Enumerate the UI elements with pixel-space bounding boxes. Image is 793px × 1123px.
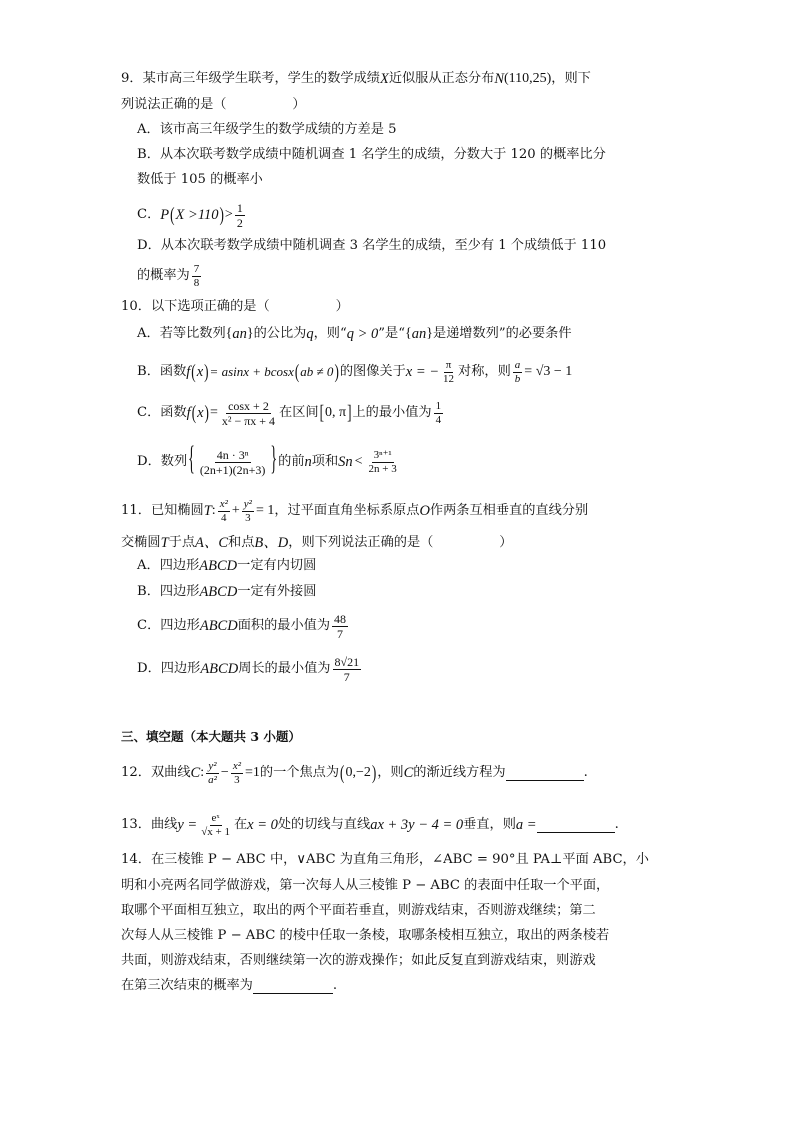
brace-open: { (225, 326, 233, 341)
q14-text: 共面，则游戏结束，否则继续第一次的游戏操作；如此反复直到游戏结束，则游戏 (121, 953, 596, 968)
numerator: x² (219, 497, 228, 510)
math-var: X (379, 71, 389, 87)
q9-option-c (137, 200, 247, 230)
numerator: 1 (236, 200, 243, 215)
denominator: 8 (193, 276, 200, 289)
numerator: 8√21 (334, 654, 360, 669)
denominator: 3 (245, 511, 251, 524)
math-expr: = asinx + bcosx (209, 364, 294, 379)
math-var: f (186, 405, 191, 421)
q13-text: 处的切线与直线 (277, 817, 371, 832)
fraction (434, 401, 444, 426)
math-expr: x = − (405, 364, 440, 380)
option-text: 项和 (311, 454, 339, 469)
fraction (367, 450, 399, 475)
numerator: a (514, 358, 521, 371)
paren-close: ) (204, 360, 209, 383)
q11-text: ，过平面直角坐标系原点 (274, 503, 420, 518)
fraction (333, 656, 362, 683)
math-op: − (220, 765, 229, 780)
option-text: A．该市高三年级学生的数学成绩的方差是 5 (137, 122, 397, 137)
q10-option-d: D．数列 { $\frac{\text{4n · 3ⁿ}}{(2n+1)(2n+3)}$ } 的前 n 项和 S n < $\frac{\text{3ⁿ⁺¹}}{2n + 3}$ (137, 445, 401, 479)
math-var: O (419, 503, 430, 519)
q12-text: 的一个焦点为 (259, 765, 340, 780)
math-expr: q > 0 (346, 326, 379, 342)
option-text: 的公比为 (253, 326, 307, 341)
option-text: D．四边形 (137, 661, 201, 676)
math-expr: 0, π (325, 405, 347, 420)
math-var: a (411, 326, 419, 342)
math-expr: x = 0 (247, 817, 278, 833)
fraction (242, 499, 254, 524)
numerator: eˣ (211, 811, 220, 824)
q14-line6 (121, 976, 337, 996)
q11-text: 11．已知椭圆 (121, 503, 204, 518)
q11-option-a (137, 556, 316, 576)
paren-open: ( (170, 203, 175, 226)
denominator: 7 (343, 669, 350, 684)
q10-option-b (137, 357, 572, 387)
numerator: y² (243, 497, 252, 510)
math-var: q (306, 326, 314, 342)
math-expr: = 1 (255, 503, 275, 518)
numerator: 4n · 3ⁿ (216, 447, 249, 462)
math-var: P (160, 207, 170, 223)
math-op: = (209, 405, 218, 420)
fraction (513, 360, 523, 385)
denominator: 3 (234, 773, 240, 786)
q10-option-c (137, 398, 445, 428)
math-var: T (160, 535, 169, 551)
math-expr: ax + 3y − 4 = 0 (370, 817, 464, 833)
math-var: n (304, 454, 312, 470)
q14-text: 在第三次结束的概率为 (121, 978, 253, 993)
math-var: a (232, 326, 240, 342)
option-text: B．四边形 (137, 584, 200, 599)
q11-text: 于点 (168, 535, 196, 550)
fraction (231, 761, 243, 786)
fraction (332, 613, 348, 640)
q10-text: 10．以下选项正确的是（ ） (121, 299, 349, 314)
denominator: 4 (221, 511, 227, 524)
math-var: x (196, 364, 204, 380)
option-text: C．四边形 (137, 618, 200, 633)
math-expr: = √3 − 1 (524, 364, 573, 379)
option-text: 面积的最小值为 (237, 618, 331, 633)
q11-line1 (121, 496, 588, 526)
q13-text: 垂直，则 (463, 817, 516, 832)
q11-text: 和点 (228, 535, 255, 550)
math-op: : (200, 765, 205, 780)
paren-close: ) (371, 761, 377, 784)
math-var: S (338, 454, 346, 470)
q12-text: . (583, 765, 588, 780)
q14-text: . (332, 978, 338, 993)
math-var: ABCD (199, 584, 238, 600)
math-expr: a = (515, 817, 537, 833)
option-text: C．函数 (137, 405, 187, 420)
paren-close: ) (204, 401, 209, 424)
option-text: D．从本次联考数学成绩中随机调查 3 名学生的成绩，至少有 1 个成绩低于 110 (137, 238, 607, 253)
math-var: C (403, 765, 414, 781)
brace-open: { (188, 442, 195, 479)
q11-text: 交椭圆 (121, 535, 161, 550)
fraction (199, 813, 232, 838)
q9-stem-end: 列说法正确的是（ ） (121, 97, 306, 112)
denominator: 2n + 3 (368, 462, 397, 475)
q9-text: ，则下 (551, 71, 591, 86)
math-expr: =1 (245, 765, 260, 780)
q12 (121, 758, 588, 788)
q9-option-b-line1 (137, 145, 606, 165)
q9-line1 (121, 69, 591, 89)
numerator: cosx + 2 (228, 398, 269, 413)
q11-option-d (137, 653, 363, 685)
q12-text: 的渐近线方程为 (413, 765, 506, 780)
fraction (192, 264, 202, 289)
q11-text: ，则下列说法正确的是（ ） (288, 535, 513, 550)
option-text: B．从本次联考数学成绩中随机调查 1 名学生的成绩，分数大于 120 的概率比分 (137, 147, 606, 162)
q14-text: 明和小亮两名同学做游戏，第一次每人从三棱锥 P − ABC 的表面中任取一个平面， (121, 878, 610, 893)
math-expr: X >110 (175, 207, 219, 223)
numerator: 7 (193, 262, 200, 275)
q14-line4 (121, 926, 609, 946)
q9-option-d-line2 (137, 262, 203, 290)
option-text: 的图像关于 (339, 364, 406, 379)
denominator: 4 (435, 413, 442, 426)
option-text: 是递增数列”的必要条件 (432, 326, 572, 341)
math-var: f (186, 364, 191, 380)
denominator: x² − πx + 4 (221, 413, 276, 428)
option-text: 数低于 105 的概率小 (137, 172, 263, 187)
option-label: C． (137, 207, 161, 222)
math-var: ABCD (199, 618, 238, 634)
q14-line2 (121, 876, 609, 896)
bracket-close: ] (347, 401, 352, 424)
option-text: 上的最小值为 (352, 405, 432, 420)
q10-option-a: A．若等比数列 { a n } 的公比为 q ，则“ q > 0 ”是“ { a n } 是递增数列”的必要条件 (137, 326, 572, 342)
denominator: 12 (443, 372, 455, 385)
math-var: C (190, 765, 201, 781)
q14-text: 次每人从三棱锥 P − ABC 的棱中任取一条棱，取哪条棱相互独立，取出的两条棱若 (121, 928, 610, 943)
option-text: 周长的最小值为 (238, 661, 331, 676)
q11-line2 (121, 533, 512, 553)
brace-close: } (426, 326, 433, 341)
q9-text: 近似服从正态分布 (388, 71, 495, 86)
option-text: A．若等比数列 (137, 326, 226, 341)
brace-close: } (270, 442, 278, 479)
q13-text: 13．曲线 (121, 817, 178, 832)
math-op: + (231, 503, 240, 518)
answer-blank[interactable] (253, 979, 333, 994)
option-text: 的前 (278, 454, 305, 469)
option-text: 一定有内切圆 (237, 558, 317, 573)
option-text: A．四边形 (137, 558, 200, 573)
option-text: B．函数 (137, 364, 187, 379)
math-var: x (197, 405, 204, 421)
q14-text: 14．在三棱锥 P − ABC 中，∨ABC 为直角三角形，∠ABC = 90°且 PA⊥平面 ABC，小 (121, 852, 649, 867)
paren-close: ) (219, 203, 224, 226)
section-title: 三、填空题（本大题共 3 小题） (121, 729, 301, 744)
math-expr: y = (177, 817, 198, 833)
math-var: ABCD (199, 558, 238, 574)
answer-blank[interactable] (537, 818, 615, 833)
math-var: A、C (195, 535, 229, 551)
numerator: 3ⁿ⁺¹ (373, 448, 392, 461)
q12-text: ，则 (377, 765, 404, 780)
answer-blank[interactable] (506, 766, 584, 781)
paren-open: ( (294, 360, 300, 383)
paren-open: ( (340, 761, 345, 784)
bracket-open: [ (319, 401, 325, 424)
q14-text: 取哪个平面相互独立，取出的两个平面若垂直，则游戏结束，否则游戏继续；第二 (121, 903, 596, 918)
q13 (121, 808, 619, 842)
math-op: : (211, 503, 216, 518)
option-text: ”是“ (378, 326, 405, 341)
fraction (220, 400, 277, 427)
q13-text: 在 (233, 817, 248, 832)
numerator: 48 (334, 611, 347, 626)
denominator: a² (208, 773, 217, 786)
fraction (441, 360, 456, 385)
fraction (218, 499, 230, 524)
q9-text: 9．某市高三年级学生联考，学生的数学成绩 (121, 71, 380, 86)
q14-line3 (121, 901, 596, 921)
math-var: ABCD (200, 661, 239, 677)
math-op: > (224, 207, 233, 222)
q10-stem (121, 297, 349, 317)
numerator: 1 (435, 399, 442, 412)
numerator: y² (208, 759, 217, 772)
denominator: 2 (236, 215, 243, 230)
paren-close: ) (334, 360, 339, 383)
q14-line5 (121, 951, 596, 971)
q13-text: . (614, 817, 619, 832)
denominator: b (514, 372, 521, 385)
math-var: B、D (254, 535, 289, 551)
q14-line1 (121, 850, 649, 870)
fraction (235, 202, 245, 229)
option-text: 的概率为 (137, 268, 190, 283)
q9-option-d-line1 (137, 236, 606, 256)
fraction (198, 449, 268, 476)
q11-option-b (137, 582, 316, 602)
q9-line2 (121, 95, 306, 115)
q9-option-b-line2 (137, 170, 263, 190)
brace-close: } (246, 326, 254, 341)
fraction (206, 761, 219, 786)
math-var: T (203, 503, 212, 519)
paren-open: ( (191, 401, 197, 424)
math-op: < (354, 454, 363, 469)
q11-option-c (137, 610, 350, 642)
numerator: π (445, 358, 452, 371)
q12-text: 12．双曲线 (121, 765, 191, 780)
brace-open: { (404, 326, 412, 341)
option-text: 对称，则 (458, 364, 511, 379)
option-text: 在区间 (279, 405, 319, 420)
option-text: D．数列 (137, 454, 188, 469)
section-heading (121, 727, 301, 747)
option-text: ，则“ (313, 326, 347, 341)
numerator: x² (232, 759, 241, 772)
math-expr: ab ≠ 0 (300, 364, 334, 379)
q11-text: 作两条互相垂直的直线分别 (429, 503, 589, 518)
math-expr: 0,−2 (345, 765, 371, 780)
paren-open: ( (191, 360, 196, 383)
option-text: 一定有外接圆 (237, 584, 317, 599)
math-var: N (494, 71, 504, 87)
denominator: (2n+1)(2n+3) (199, 462, 266, 477)
q9-option-a (137, 120, 396, 140)
denominator: 7 (337, 626, 344, 641)
denominator: √x + 1 (201, 825, 230, 838)
math-args: (110,25) (503, 71, 552, 86)
